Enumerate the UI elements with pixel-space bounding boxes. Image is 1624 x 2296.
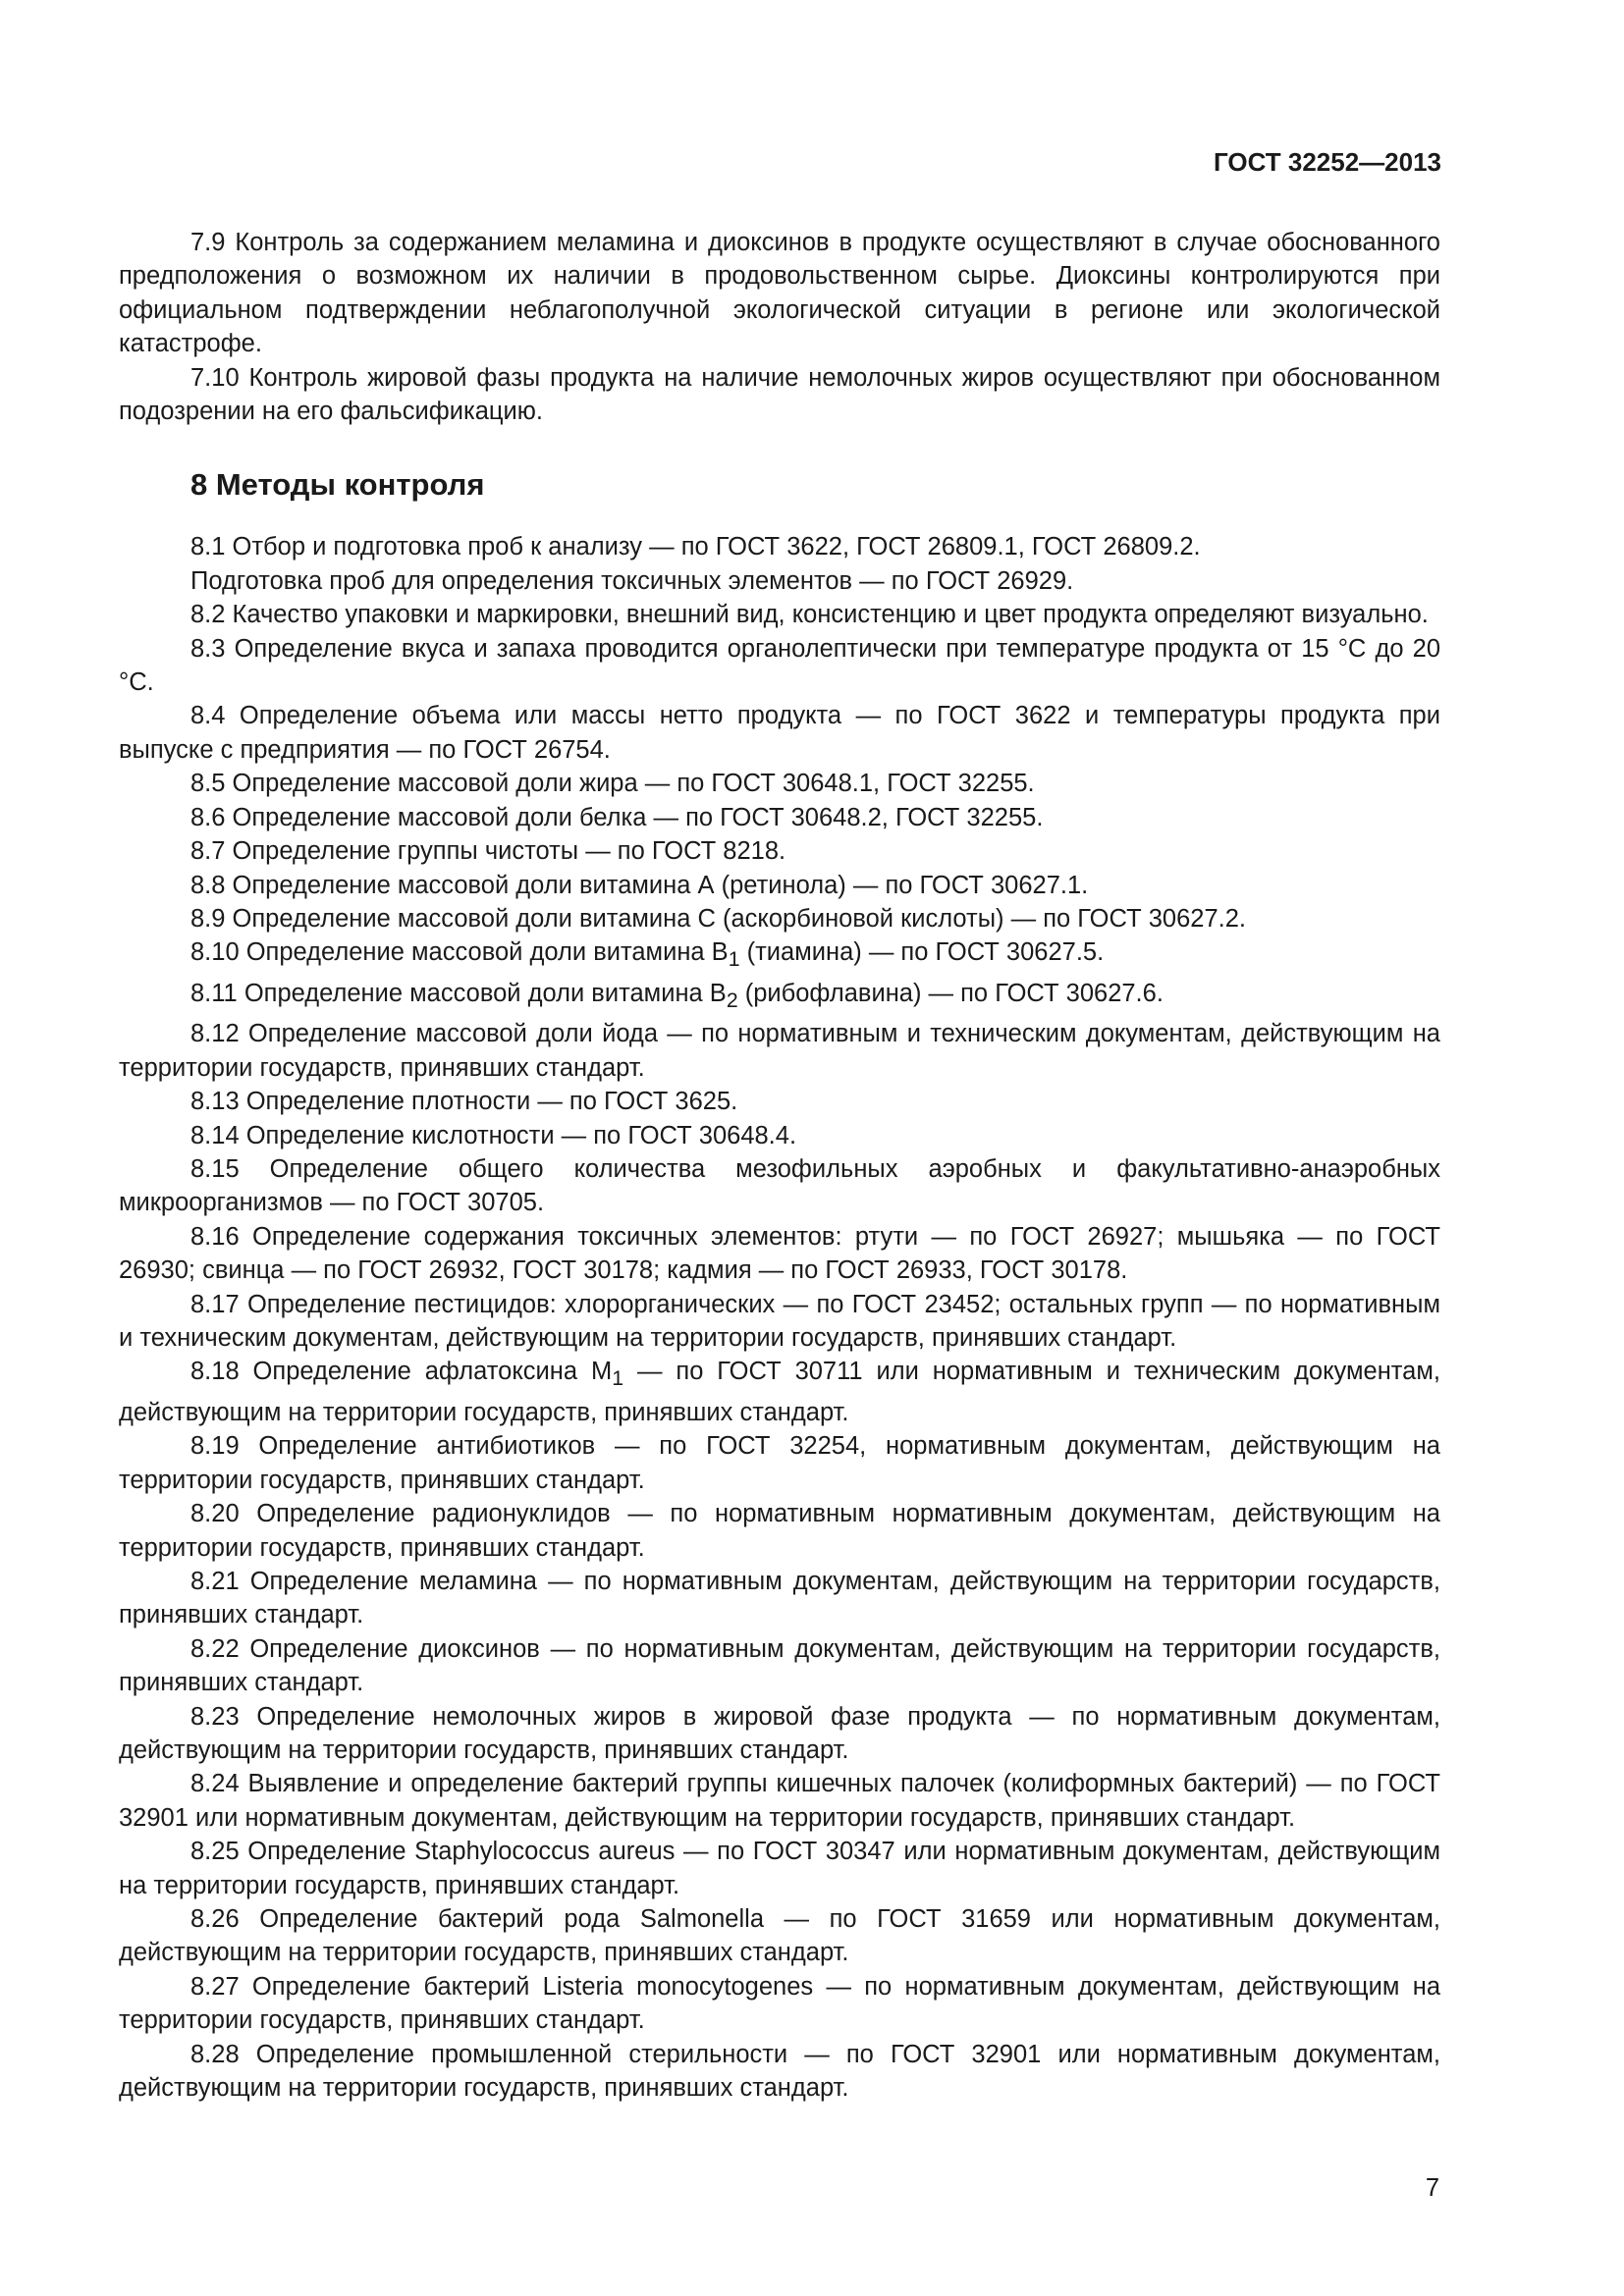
paragraph-8-24: 8.24 Выявление и определение бактерий группы кишечных палочек (колиформных бактерий) — по ГОСТ 32901 или нормативным документам, действующим на территории государств, принявших стандарт. xyxy=(119,1770,1440,1832)
paragraph-8-15: 8.15 Определение общего количества мезофильных аэробных и факультативно-анаэробных микроорганизмов — по ГОСТ 30705. xyxy=(119,1154,1440,1217)
paragraph-8-11-rest: (рибофлавина) — по ГОСТ 30627.6. xyxy=(737,979,1164,1007)
paragraph-8-22: 8.22 Определение диоксинов — по нормативным документам, действующим на территории государств, принявших стандарт. xyxy=(119,1634,1440,1697)
paragraph-8-3: 8.3 Определение вкуса и запаха проводится органолептически при температуре продукта от 15 °С до 20 °С. xyxy=(119,634,1440,697)
paragraph-8-17: 8.17 Определение пестицидов: хлорорганических — по ГОСТ 23452; остальных групп — по нормативным и техническим документам, действующим на территории государств, принявших стандарт. xyxy=(119,1290,1440,1352)
paragraph-7-9: 7.9 Контроль за содержанием меламина и диоксинов в продукте осуществляют в случае обоснованного предположения о возможном их наличии в продовольственном сырье. Диоксины контролируются при официальном подтверждении неблагополучной экологической ситуации в регионе или экологической катастрофе. xyxy=(119,229,1440,358)
section-title: 8 Методы контроля xyxy=(190,467,485,503)
paragraph-8-19: 8.19 Определение антибиотиков — по ГОСТ 32254, нормативным документам, действующим на территории государств, принявших стандарт. xyxy=(119,1432,1440,1494)
paragraph-8-4: 8.4 Определение объема или массы нетто продукта — по ГОСТ 3622 и температуры продукта при выпуске с предприятия — по ГОСТ 26754. xyxy=(119,702,1440,764)
paragraph-8-11 xyxy=(119,977,1440,1018)
paragraph-8-6: 8.6 Определение массовой доли белка — по ГОСТ 30648.2, ГОСТ 32255. xyxy=(190,803,1044,831)
paragraph-8-10-text: 8.10 Определение массовой доли витамина B xyxy=(190,938,729,967)
paragraph-8-18-rest: — по ГОСТ 30711 или нормативным и техническим документам, действующим на территории государств, принявших стандарт. xyxy=(119,1358,1440,1426)
paragraph-8-10-rest: (тиамина) — по ГОСТ 30627.5. xyxy=(739,938,1105,967)
page-content xyxy=(119,226,1440,2105)
paragraph-8-1: 8.1 Отбор и подготовка проб к анализу — по ГОСТ 3622, ГОСТ 26809.1, ГОСТ 26809.2. xyxy=(190,533,1201,561)
paragraph-7-10: 7.10 Контроль жировой фазы продукта на наличие немолочных жиров осуществляют при обоснованном подозрении на его фальсификацию. xyxy=(119,363,1440,426)
subscript-1: 1 xyxy=(728,947,740,972)
paragraph-8-27: 8.27 Определение бактерий Listeria monocytogenes — по нормативным документам, действующим на территории государств, принявших стандарт. xyxy=(119,1972,1440,2035)
subscript-1: 1 xyxy=(612,1366,624,1391)
paragraph-8-28: 8.28 Определение промышленной стерильности — по ГОСТ 32901 или нормативным документам, действующим на территории государств, принявших стандарт. xyxy=(119,2040,1440,2102)
paragraph-8-11-text: 8.11 Определение массовой доли витамина B xyxy=(190,979,727,1007)
paragraph-8-20: 8.20 Определение радионуклидов — по нормативным нормативным документам, действующим на территории государств, принявших стандарт. xyxy=(119,1500,1440,1562)
paragraph-8-16: 8.16 Определение содержания токсичных элементов: ртути — по ГОСТ 26927; мышьяка — по ГОСТ 26930; свинца — по ГОСТ 26932, ГОСТ 30178; кадмия — по ГОСТ 26933, ГОСТ 30178. xyxy=(119,1222,1440,1285)
subscript-2: 2 xyxy=(726,988,738,1012)
paragraph-8-25: 8.25 Определение Staphylococcus aureus — по ГОСТ 30347 или нормативным документам, действующим на территории государств, принявших стандарт. xyxy=(119,1838,1440,1899)
document-id-header: ГОСТ 32252—2013 xyxy=(1214,147,1441,177)
paragraph-8-21: 8.21 Определение меламина — по нормативным документам, действующим на территории государств, принявших стандарт. xyxy=(119,1567,1440,1629)
paragraph-8-1-note: Подготовка проб для определения токсичных элементов — по ГОСТ 26929. xyxy=(190,566,1074,595)
paragraph-8-23: 8.23 Определение немолочных жиров в жировой фазе продукта — по нормативным документам, действующим на территории государств, принявших стандарт. xyxy=(119,1702,1440,1764)
paragraph-8-8: 8.8 Определение массовой доли витамина А (ретинола) — по ГОСТ 30627.1. xyxy=(190,871,1089,899)
paragraph-8-2: 8.2 Качество упаковки и маркировки, внешний вид, консистенцию и цвет продукта определяют визуально. xyxy=(190,601,1429,629)
paragraph-8-5: 8.5 Определение массовой доли жира — по ГОСТ 30648.1, ГОСТ 32255. xyxy=(190,770,1035,798)
paragraph-8-13: 8.13 Определение плотности — по ГОСТ 3625. xyxy=(190,1088,738,1116)
paragraph-8-26: 8.26 Определение бактерий рода Salmonella — по ГОСТ 31659 или нормативным документам, действующим на территории государств, принявших стандарт. xyxy=(119,1904,1440,1967)
paragraph-8-7: 8.7 Определение группы чистоты — по ГОСТ 8218. xyxy=(190,837,786,866)
paragraph-8-9: 8.9 Определение массовой доли витамина С (аскорбиновой кислоты) — по ГОСТ 30627.2. xyxy=(190,904,1246,933)
paragraph-8-18 xyxy=(119,1355,1440,1429)
paragraph-8-12: 8.12 Определение массовой доли йода — по нормативным и техническим документам, действующим на территории государств, принявших стандарт. xyxy=(119,1020,1440,1082)
paragraph-8-10 xyxy=(119,935,1440,977)
paragraph-8-14: 8.14 Определение кислотности — по ГОСТ 30648.4. xyxy=(190,1121,797,1149)
page-number: 7 xyxy=(1425,2174,1439,2202)
paragraph-8-18-text: 8.18 Определение афлатоксина M xyxy=(190,1358,613,1386)
